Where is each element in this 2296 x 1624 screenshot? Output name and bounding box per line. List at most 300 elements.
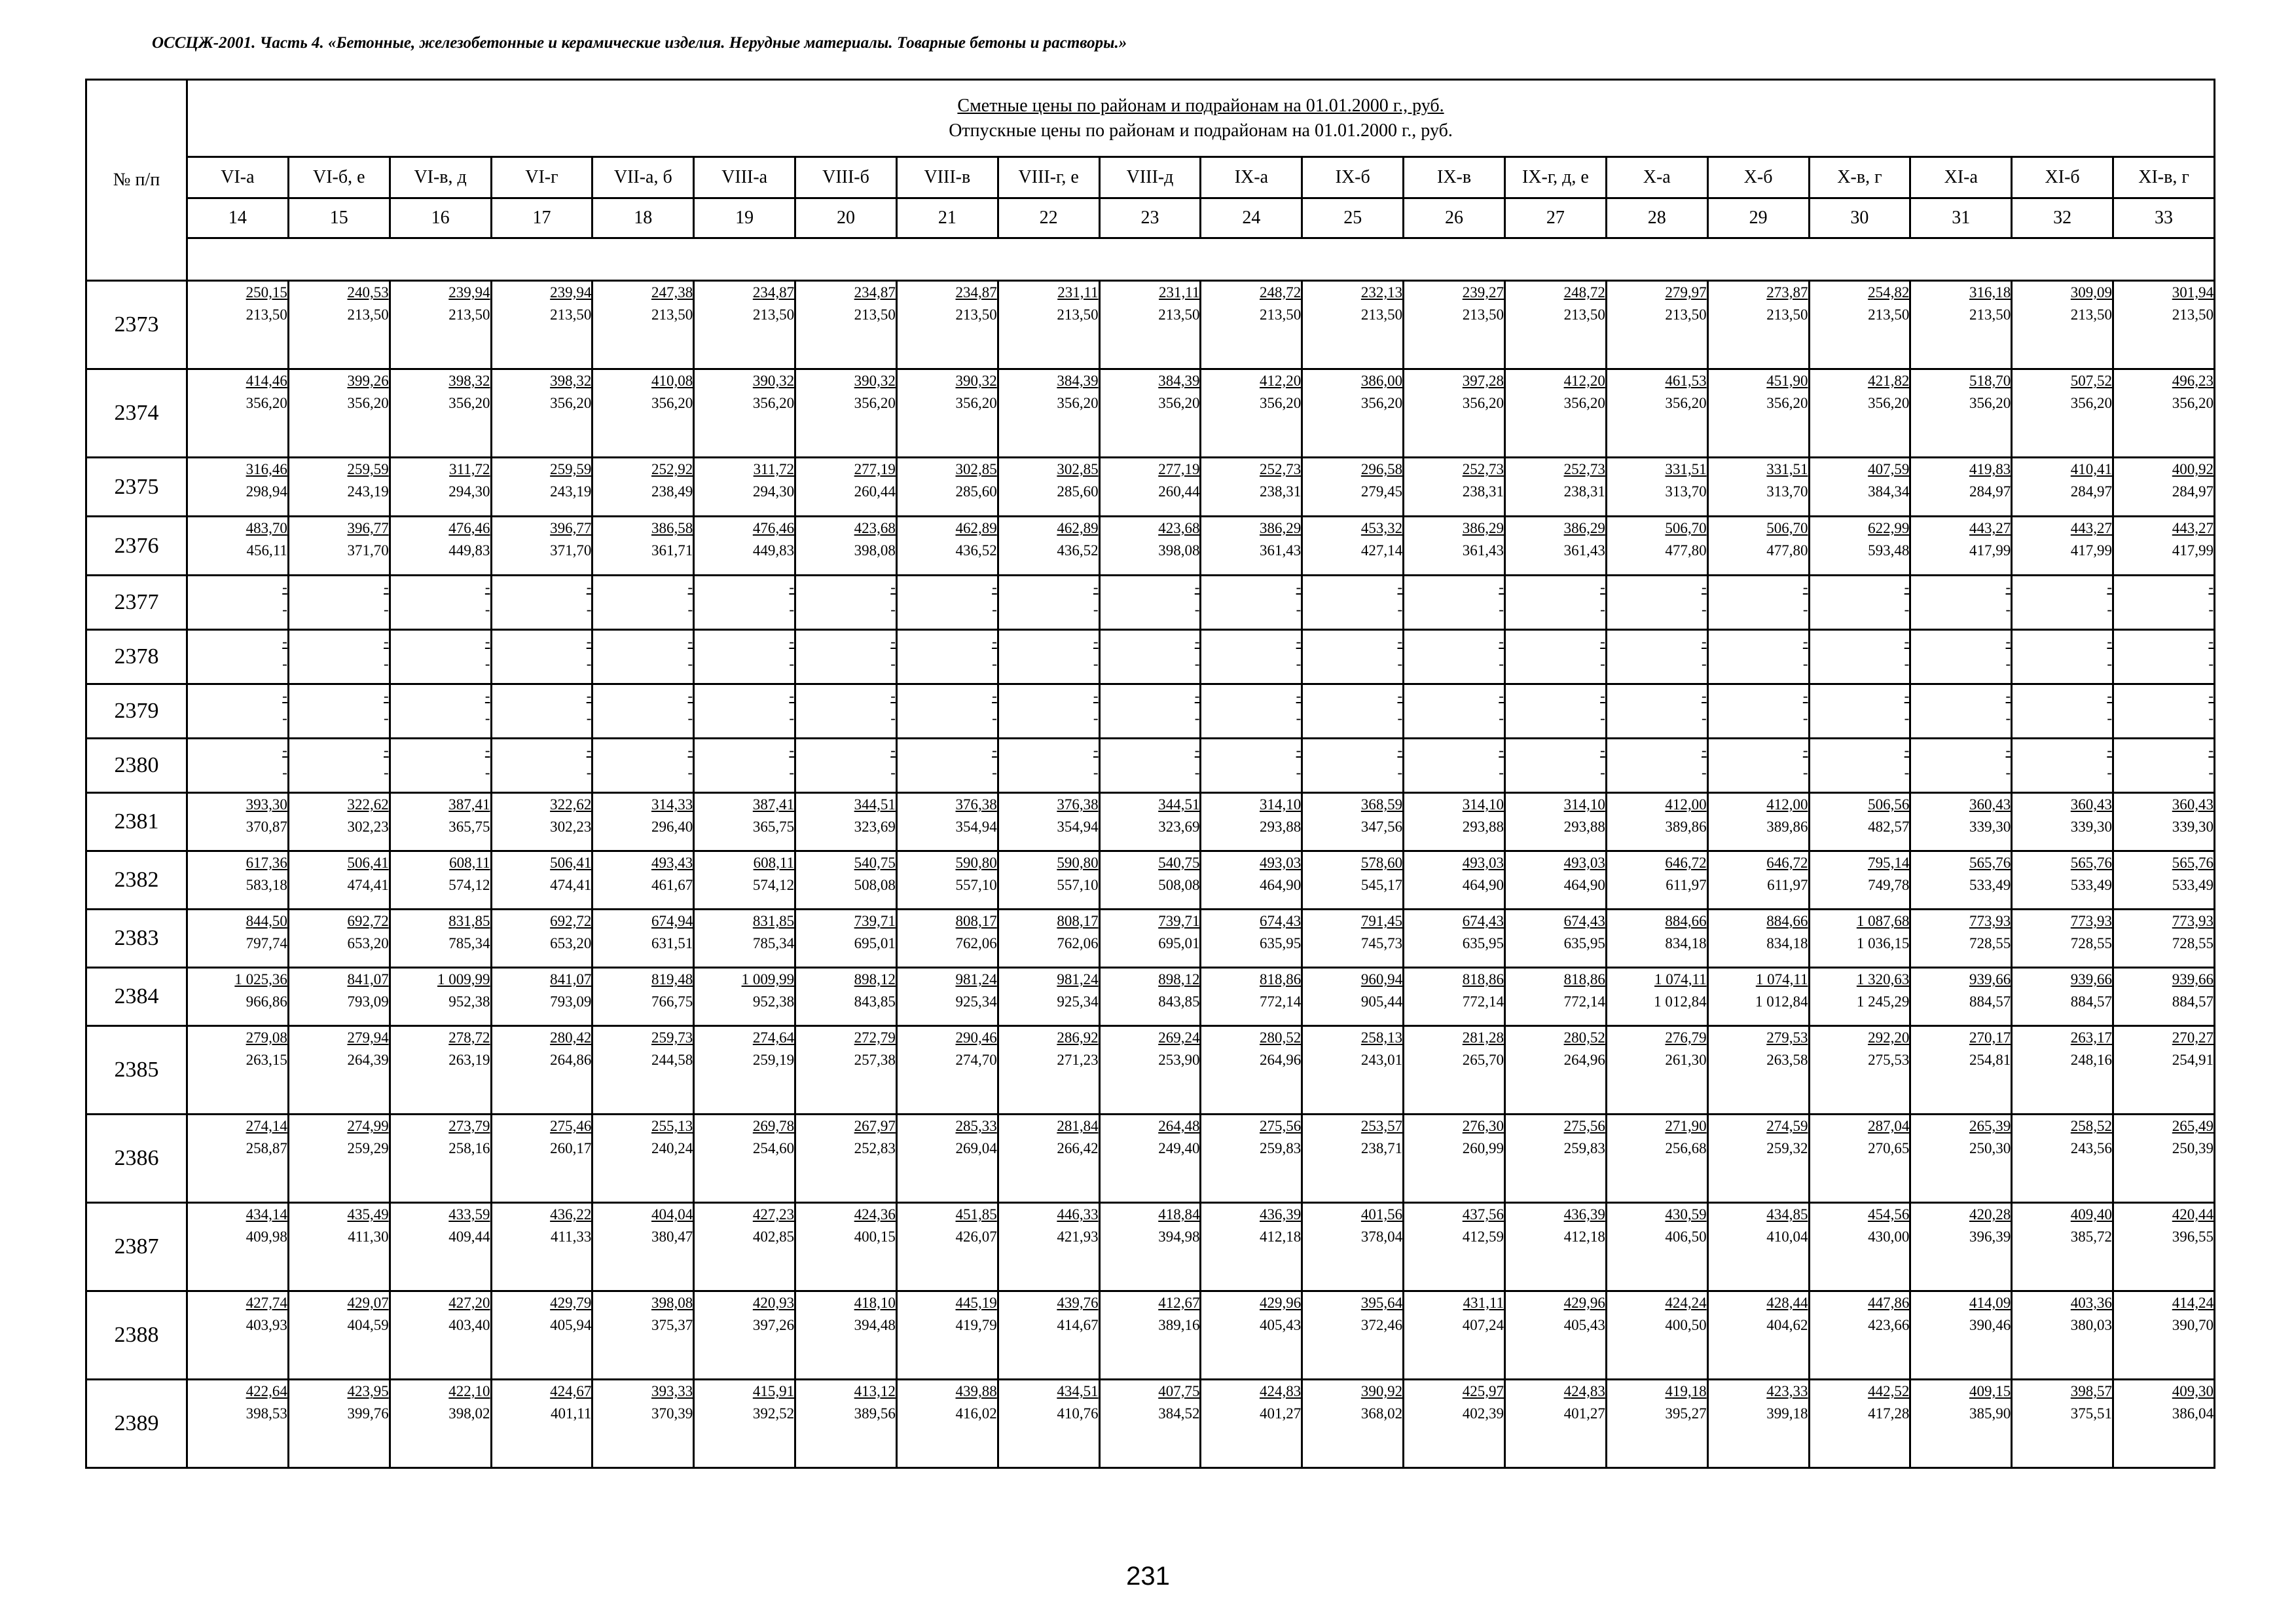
release-price: 785,34 xyxy=(448,935,490,951)
price-cell xyxy=(1707,1291,1809,1380)
estimate-price: - xyxy=(2005,579,2011,595)
price-cell xyxy=(1809,630,1910,684)
price-cell xyxy=(288,517,390,576)
price-cell xyxy=(2113,458,2215,517)
estimate-price: 344,51 xyxy=(1158,796,1200,813)
estimate-price: 430,59 xyxy=(1665,1206,1707,1223)
price-cell xyxy=(1606,1026,1707,1115)
price-cell xyxy=(1504,739,1606,793)
price-cell xyxy=(1504,910,1606,968)
estimate-price: 409,40 xyxy=(2070,1206,2113,1223)
estimate-price: 274,59 xyxy=(1766,1118,1808,1134)
release-price: 243,01 xyxy=(1360,1052,1403,1068)
estimate-price: 278,72 xyxy=(448,1029,490,1046)
release-price: 356,20 xyxy=(1665,395,1707,411)
release-price: 293,88 xyxy=(1563,819,1605,835)
estimate-price: 247,38 xyxy=(651,284,693,301)
release-price: 361,43 xyxy=(1563,542,1605,559)
table-row xyxy=(86,684,2215,739)
price-cell xyxy=(1809,1026,1910,1115)
estimate-price: 360,43 xyxy=(1969,796,2011,813)
release-price: 370,39 xyxy=(651,1405,693,1422)
release-price: - xyxy=(687,764,693,781)
estimate-price: 280,42 xyxy=(550,1029,592,1046)
estimate-price: 424,83 xyxy=(1563,1383,1605,1399)
price-cell xyxy=(187,1203,289,1291)
price-cell xyxy=(288,1115,390,1203)
estimate-price: - xyxy=(1296,579,1302,595)
estimate-price: - xyxy=(1499,633,1504,650)
release-price: 403,40 xyxy=(448,1317,490,1333)
release-price: - xyxy=(2208,764,2214,781)
release-price: - xyxy=(1499,764,1504,781)
price-cell xyxy=(694,576,795,630)
price-cell xyxy=(1404,1380,1505,1468)
estimate-price: 429,79 xyxy=(550,1295,592,1311)
price-cell xyxy=(998,739,1099,793)
estimate-price: 434,85 xyxy=(1766,1206,1808,1223)
table-row xyxy=(86,281,2215,369)
release-price: 213,50 xyxy=(854,306,896,323)
price-cell xyxy=(592,910,694,968)
region-header: VI-в, д xyxy=(390,157,491,198)
column-number: 25 xyxy=(1302,198,1404,238)
price-cell xyxy=(896,1291,998,1380)
price-cell xyxy=(592,281,694,369)
estimate-price: 437,56 xyxy=(1462,1206,1504,1223)
price-cell xyxy=(1201,851,1302,910)
release-price: 925,34 xyxy=(1057,993,1099,1010)
price-cell xyxy=(1201,968,1302,1026)
estimate-price: 384,39 xyxy=(1057,373,1099,389)
price-cell xyxy=(1910,793,2012,851)
row-number: 2387 xyxy=(86,1203,187,1291)
price-cell xyxy=(390,369,491,458)
release-price: 1 012,84 xyxy=(1654,993,1707,1010)
release-price: 238,31 xyxy=(1260,483,1302,500)
price-cell xyxy=(795,458,897,517)
estimate-price: 646,72 xyxy=(1766,855,1808,871)
price-cell xyxy=(795,1026,897,1115)
estimate-price: 884,66 xyxy=(1665,913,1707,929)
estimate-price: 252,73 xyxy=(1462,461,1504,477)
price-cell xyxy=(2012,369,2113,458)
price-cell xyxy=(1404,910,1505,968)
estimate-price: 259,73 xyxy=(651,1029,693,1046)
estimate-price: 393,33 xyxy=(651,1383,693,1399)
estimate-price: - xyxy=(1194,633,1200,650)
price-cell xyxy=(795,739,897,793)
price-cell xyxy=(1302,910,1404,968)
estimate-price: 773,93 xyxy=(2172,913,2214,929)
estimate-price: 462,89 xyxy=(1057,520,1099,536)
estimate-price: 424,36 xyxy=(854,1206,896,1223)
release-price: 380,03 xyxy=(2070,1317,2113,1333)
estimate-price: 274,64 xyxy=(752,1029,795,1046)
estimate-price: 390,32 xyxy=(854,373,896,389)
price-cell xyxy=(1404,281,1505,369)
price-cell xyxy=(491,968,592,1026)
price-cell xyxy=(1099,517,1201,576)
release-price: 533,49 xyxy=(2070,877,2113,893)
release-price: 436,52 xyxy=(1057,542,1099,559)
estimate-price: 939,66 xyxy=(1969,971,2011,987)
column-number: 14 xyxy=(187,198,289,238)
release-price: - xyxy=(2107,601,2113,618)
release-price: 389,16 xyxy=(1158,1317,1200,1333)
estimate-price: 646,72 xyxy=(1665,855,1707,871)
release-price: - xyxy=(1600,710,1605,726)
price-cell xyxy=(592,1026,694,1115)
price-cell xyxy=(1707,968,1809,1026)
estimate-price: 808,17 xyxy=(955,913,997,929)
release-price: 449,83 xyxy=(448,542,490,559)
release-price: 952,38 xyxy=(448,993,490,1010)
estimate-price: 252,73 xyxy=(1563,461,1605,477)
estimate-price: 414,24 xyxy=(2172,1295,2214,1311)
price-cell xyxy=(1809,968,1910,1026)
price-cell xyxy=(1910,1380,2012,1468)
release-price: - xyxy=(1194,601,1200,618)
price-cell xyxy=(1504,369,1606,458)
release-price: - xyxy=(1397,655,1403,672)
estimate-price: 429,96 xyxy=(1563,1295,1605,1311)
release-price: 243,56 xyxy=(2070,1140,2113,1156)
release-price: 482,57 xyxy=(1868,819,1910,835)
price-cell xyxy=(1201,1203,1302,1291)
release-price: 372,46 xyxy=(1360,1317,1403,1333)
release-price: 884,57 xyxy=(1969,993,2011,1010)
release-price: - xyxy=(1296,710,1302,726)
release-price: 213,50 xyxy=(1158,306,1200,323)
release-price: - xyxy=(1904,764,1910,781)
estimate-price: 831,85 xyxy=(752,913,795,929)
price-cell xyxy=(1404,793,1505,851)
estimate-price: - xyxy=(586,688,592,704)
price-cell xyxy=(1201,458,1302,517)
release-price: 313,70 xyxy=(1766,483,1808,500)
estimate-price: 1 009,99 xyxy=(741,971,795,987)
price-cell xyxy=(1201,910,1302,968)
release-price: 427,14 xyxy=(1360,542,1403,559)
price-cell xyxy=(795,1291,897,1380)
price-cell xyxy=(491,1380,592,1468)
estimate-price: - xyxy=(384,742,389,758)
estimate-price: 314,33 xyxy=(651,796,693,813)
row-number: 2379 xyxy=(86,684,187,739)
release-price: - xyxy=(992,601,997,618)
estimate-price: 407,59 xyxy=(1868,461,1910,477)
price-cell xyxy=(1302,1380,1404,1468)
price-cell xyxy=(390,281,491,369)
estimate-price: 234,87 xyxy=(752,284,795,301)
estimate-price: - xyxy=(1499,688,1504,704)
price-cell xyxy=(2012,910,2113,968)
release-price: 834,18 xyxy=(1665,935,1707,951)
release-price: - xyxy=(1904,710,1910,726)
release-price: - xyxy=(1093,710,1099,726)
release-price: 772,14 xyxy=(1563,993,1605,1010)
price-cell xyxy=(592,369,694,458)
release-price: - xyxy=(992,764,997,781)
release-price: 772,14 xyxy=(1462,993,1504,1010)
price-cell xyxy=(1099,1291,1201,1380)
price-cell xyxy=(1504,968,1606,1026)
release-price: 213,50 xyxy=(448,306,490,323)
table-row xyxy=(86,739,2215,793)
release-price: 361,43 xyxy=(1260,542,1302,559)
estimate-price: 407,75 xyxy=(1158,1383,1200,1399)
price-cell xyxy=(1606,910,1707,968)
price-cell xyxy=(592,1380,694,1468)
price-cell xyxy=(1606,1380,1707,1468)
estimate-price: 274,14 xyxy=(246,1118,287,1134)
estimate-price: 960,94 xyxy=(1360,971,1403,987)
price-cell xyxy=(1707,684,1809,739)
estimate-price: - xyxy=(1194,742,1200,758)
estimate-price: 412,00 xyxy=(1766,796,1808,813)
release-price: 474,41 xyxy=(550,877,592,893)
price-cell xyxy=(1910,1115,2012,1203)
page-number: 231 xyxy=(1126,1562,1170,1591)
price-cell xyxy=(390,851,491,910)
estimate-price: 841,07 xyxy=(347,971,389,987)
release-price: 545,17 xyxy=(1360,877,1403,893)
estimate-price: 386,58 xyxy=(651,520,693,536)
price-cell xyxy=(1910,851,2012,910)
estimate-price: 617,36 xyxy=(246,855,287,871)
estimate-price: - xyxy=(789,633,795,650)
price-cell xyxy=(288,739,390,793)
estimate-price: - xyxy=(1397,742,1403,758)
release-price: 389,86 xyxy=(1766,819,1808,835)
estimate-price: 258,52 xyxy=(2070,1118,2113,1134)
release-price: 653,20 xyxy=(550,935,592,951)
release-price: - xyxy=(890,764,896,781)
release-price: - xyxy=(1600,655,1605,672)
price-cell xyxy=(1201,1115,1302,1203)
price-cell xyxy=(998,1203,1099,1291)
price-cell xyxy=(998,684,1099,739)
estimate-price: 506,41 xyxy=(347,855,389,871)
price-cell xyxy=(187,739,289,793)
release-price: 356,20 xyxy=(651,395,693,411)
estimate-price: - xyxy=(1904,742,1910,758)
estimate-price: 387,41 xyxy=(752,796,795,813)
estimate-price: 231,11 xyxy=(1057,284,1099,301)
row-number: 2386 xyxy=(86,1115,187,1203)
estimate-price: 232,13 xyxy=(1360,284,1403,301)
estimate-price: 296,58 xyxy=(1360,461,1403,477)
release-price: 583,18 xyxy=(246,877,287,893)
price-cell xyxy=(1201,739,1302,793)
estimate-price: - xyxy=(1802,633,1808,650)
release-price: 293,88 xyxy=(1260,819,1302,835)
price-cell xyxy=(187,1380,289,1468)
estimate-price: - xyxy=(992,742,997,758)
price-cell xyxy=(1606,458,1707,517)
column-number: 24 xyxy=(1201,198,1302,238)
release-price: 356,20 xyxy=(752,395,795,411)
estimate-price: 386,29 xyxy=(1260,520,1302,536)
price-cell xyxy=(1606,630,1707,684)
release-price: 243,19 xyxy=(550,483,592,500)
estimate-price: 412,67 xyxy=(1158,1295,1200,1311)
price-cell xyxy=(491,369,592,458)
estimate-price: - xyxy=(890,579,896,595)
row-number: 2374 xyxy=(86,369,187,458)
column-number: 15 xyxy=(288,198,390,238)
estimate-price: 398,08 xyxy=(651,1295,693,1311)
release-price: 384,34 xyxy=(1868,483,1910,500)
region-header: XI-в, г xyxy=(2113,157,2215,198)
price-cell xyxy=(998,1026,1099,1115)
estimate-price: - xyxy=(1093,742,1099,758)
estimate-price: 387,41 xyxy=(448,796,490,813)
estimate-price: 622,99 xyxy=(1868,520,1910,536)
estimate-price: 414,09 xyxy=(1969,1295,2011,1311)
price-cell xyxy=(187,793,289,851)
price-cell xyxy=(1910,576,2012,630)
estimate-price: 390,92 xyxy=(1360,1383,1403,1399)
table-title xyxy=(187,80,2215,157)
release-price: 284,97 xyxy=(2070,483,2113,500)
price-cell xyxy=(1302,793,1404,851)
release-price: 417,28 xyxy=(1868,1405,1910,1422)
price-cell xyxy=(1099,630,1201,684)
price-cell xyxy=(1504,576,1606,630)
row-number: 2375 xyxy=(86,458,187,517)
region-header: VIII-д xyxy=(1099,157,1201,198)
price-cell xyxy=(1099,851,1201,910)
price-cell xyxy=(1504,281,1606,369)
estimate-price: - xyxy=(1600,579,1605,595)
table-row xyxy=(86,1115,2215,1203)
release-price: 762,06 xyxy=(1057,935,1099,951)
price-cell xyxy=(2012,1291,2113,1380)
price-cell xyxy=(1707,1203,1809,1291)
estimate-price: 422,10 xyxy=(448,1383,490,1399)
release-price: - xyxy=(687,601,693,618)
price-cell xyxy=(1404,1203,1505,1291)
release-price: - xyxy=(1600,764,1605,781)
price-cell xyxy=(187,968,289,1026)
price-cell xyxy=(390,1115,491,1203)
release-price: 356,20 xyxy=(1868,395,1910,411)
release-price: 356,20 xyxy=(854,395,896,411)
release-price: - xyxy=(1194,655,1200,672)
price-cell xyxy=(592,684,694,739)
release-price: 259,83 xyxy=(1260,1140,1302,1156)
release-price: 213,50 xyxy=(1868,306,1910,323)
price-cell xyxy=(2012,851,2113,910)
estimate-price: - xyxy=(789,742,795,758)
release-price: 259,29 xyxy=(347,1140,389,1156)
price-cell xyxy=(896,793,998,851)
release-price: 213,50 xyxy=(2172,306,2214,323)
release-price: 285,60 xyxy=(1057,483,1099,500)
estimate-price: - xyxy=(1802,742,1808,758)
column-number: 33 xyxy=(2113,198,2215,238)
release-price: 213,50 xyxy=(1665,306,1707,323)
estimate-price: 451,85 xyxy=(955,1206,997,1223)
price-cell xyxy=(1910,281,2012,369)
price-cell xyxy=(1201,517,1302,576)
price-cell xyxy=(896,369,998,458)
price-cell xyxy=(1201,1026,1302,1115)
price-cell xyxy=(998,630,1099,684)
estimate-price: - xyxy=(2208,742,2214,758)
estimate-price: - xyxy=(1904,633,1910,650)
estimate-price: 439,88 xyxy=(955,1383,997,1399)
release-price: - xyxy=(1296,601,1302,618)
estimate-price: - xyxy=(384,633,389,650)
column-number: 22 xyxy=(998,198,1099,238)
estimate-price: 692,72 xyxy=(347,913,389,929)
column-number: 29 xyxy=(1707,198,1809,238)
release-price: 389,56 xyxy=(854,1405,896,1422)
release-price: 294,30 xyxy=(448,483,490,500)
estimate-price: 425,97 xyxy=(1462,1383,1504,1399)
estimate-price: - xyxy=(1600,742,1605,758)
release-price: 728,55 xyxy=(2172,935,2214,951)
release-price: 378,04 xyxy=(1360,1228,1403,1245)
row-number: 2373 xyxy=(86,281,187,369)
release-price: - xyxy=(2005,601,2011,618)
estimate-price: - xyxy=(1194,688,1200,704)
release-price: 762,06 xyxy=(955,935,997,951)
estimate-price: 435,49 xyxy=(347,1206,389,1223)
release-price: 240,24 xyxy=(651,1140,693,1156)
estimate-price: 818,86 xyxy=(1260,971,1302,987)
price-cell xyxy=(1809,458,1910,517)
price-cell xyxy=(795,793,897,851)
price-cell xyxy=(491,684,592,739)
price-cell xyxy=(2113,517,2215,576)
release-price: 398,02 xyxy=(448,1405,490,1422)
release-price: 402,85 xyxy=(752,1228,795,1245)
estimate-price: 1 074,11 xyxy=(1755,971,1808,987)
estimate-price: 314,10 xyxy=(1563,796,1605,813)
release-price: 285,60 xyxy=(955,483,997,500)
price-cell xyxy=(1404,1026,1505,1115)
price-cell xyxy=(1099,1380,1201,1468)
price-cell xyxy=(1404,458,1505,517)
estimate-price: - xyxy=(1701,633,1707,650)
price-cell xyxy=(1201,684,1302,739)
price-cell xyxy=(2113,739,2215,793)
price-cell xyxy=(491,739,592,793)
price-cell xyxy=(491,1026,592,1115)
estimate-price: 396,77 xyxy=(550,520,592,536)
release-price: 401,11 xyxy=(550,1405,592,1422)
price-cell xyxy=(592,739,694,793)
release-price: 264,86 xyxy=(550,1052,592,1068)
estimate-price: 234,87 xyxy=(955,284,997,301)
release-price: - xyxy=(2005,655,2011,672)
estimate-price: - xyxy=(1499,742,1504,758)
estimate-price: - xyxy=(1093,579,1099,595)
release-price: 356,20 xyxy=(1563,395,1605,411)
table-row xyxy=(86,576,2215,630)
price-cell xyxy=(288,968,390,1026)
price-cell xyxy=(1302,517,1404,576)
release-price: 347,56 xyxy=(1360,819,1403,835)
price-cell xyxy=(1606,739,1707,793)
estimate-price: - xyxy=(687,633,693,650)
row-number: 2389 xyxy=(86,1380,187,1468)
estimate-price: 791,45 xyxy=(1360,913,1403,929)
